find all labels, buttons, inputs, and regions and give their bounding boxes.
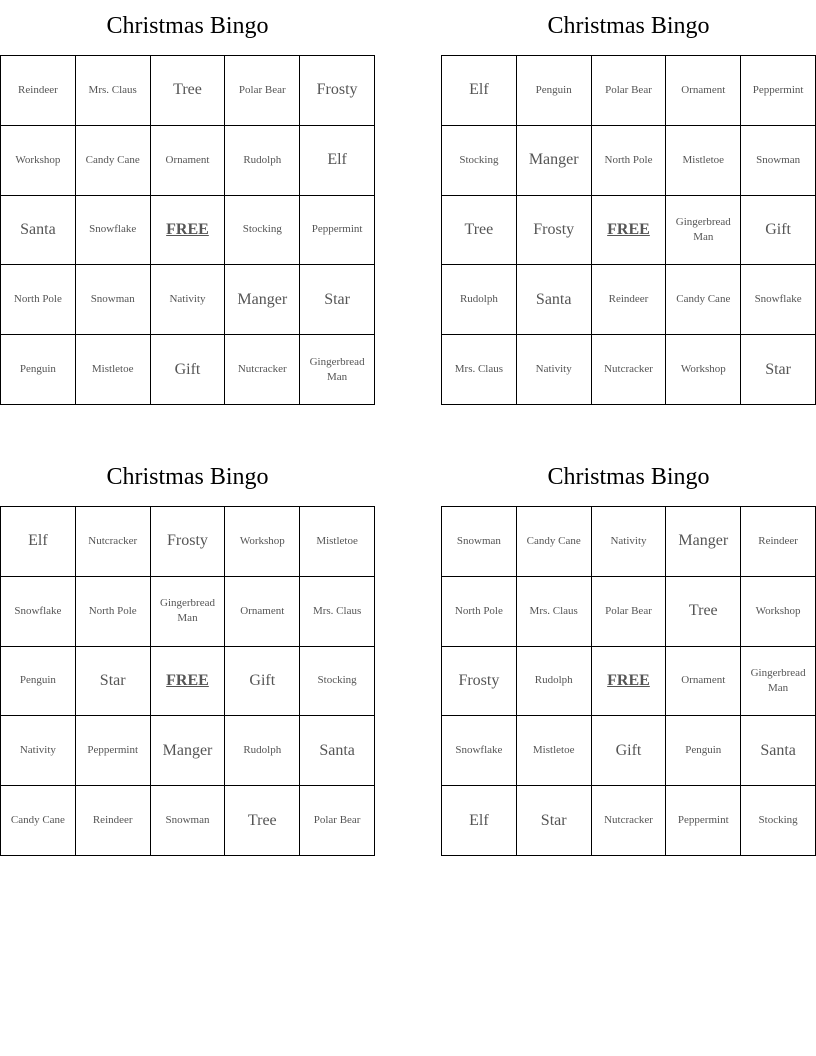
bingo-cell: Snowman — [741, 126, 816, 196]
bingo-cell: Star — [517, 786, 592, 856]
bingo-cell: Nutcracker — [76, 507, 151, 577]
bingo-cell: Polar Bear — [225, 56, 300, 126]
bingo-cell: Gift — [151, 335, 226, 405]
bingo-cell: North Pole — [1, 265, 76, 335]
bingo-cell: Reindeer — [741, 507, 816, 577]
bingo-cell: Workshop — [741, 577, 816, 647]
bingo-cell: Santa — [1, 196, 76, 266]
free-cell: FREE — [151, 647, 226, 717]
bingo-cell: Gingerbread Man — [300, 335, 375, 405]
bingo-cell: Gift — [225, 647, 300, 717]
bingo-cell: Penguin — [1, 335, 76, 405]
bingo-cell: Frosty — [300, 56, 375, 126]
bingo-cell: Frosty — [517, 196, 592, 266]
bingo-cell: Polar Bear — [300, 786, 375, 856]
bingo-cell: Snowflake — [741, 265, 816, 335]
bingo-cell: Tree — [151, 56, 226, 126]
bingo-cell: Mistletoe — [300, 507, 375, 577]
bingo-cell: Gingerbread Man — [666, 196, 741, 266]
bingo-cell: Ornament — [225, 577, 300, 647]
bingo-cell: Nativity — [517, 335, 592, 405]
bingo-cell: Star — [76, 647, 151, 717]
bingo-cell: Gingerbread Man — [741, 647, 816, 717]
bingo-cell: Santa — [517, 265, 592, 335]
bingo-cell: North Pole — [76, 577, 151, 647]
bingo-grid — [441, 55, 816, 405]
bingo-cell: Elf — [1, 507, 76, 577]
bingo-cell: Penguin — [517, 56, 592, 126]
free-cell: FREE — [151, 196, 226, 266]
free-cell: FREE — [592, 647, 667, 717]
bingo-cell: Nativity — [1, 716, 76, 786]
bingo-cell: Snowflake — [76, 196, 151, 266]
bingo-cell: Nutcracker — [592, 335, 667, 405]
free-cell: FREE — [592, 196, 667, 266]
bingo-cell: Candy Cane — [517, 507, 592, 577]
bingo-cell: Rudolph — [225, 716, 300, 786]
bingo-cell: Snowman — [76, 265, 151, 335]
bingo-cell: Elf — [442, 786, 517, 856]
bingo-grid — [441, 506, 816, 856]
bingo-cell: Reindeer — [592, 265, 667, 335]
bingo-cell: Candy Cane — [76, 126, 151, 196]
bingo-grid — [0, 55, 375, 405]
bingo-cell: Stocking — [225, 196, 300, 266]
bingo-cell: Manger — [517, 126, 592, 196]
bingo-cell: Polar Bear — [592, 577, 667, 647]
bingo-cell: Rudolph — [442, 265, 517, 335]
bingo-cell: Elf — [442, 56, 517, 126]
bingo-cell: Manger — [666, 507, 741, 577]
bingo-cell: Mrs. Claus — [442, 335, 517, 405]
bingo-cell: Peppermint — [300, 196, 375, 266]
bingo-cell: Reindeer — [1, 56, 76, 126]
bingo-cell: Santa — [741, 716, 816, 786]
bingo-cell: Candy Cane — [1, 786, 76, 856]
bingo-cell: Manger — [225, 265, 300, 335]
bingo-cell: Tree — [666, 577, 741, 647]
bingo-cell: Nativity — [151, 265, 226, 335]
card-title: Christmas Bingo — [106, 464, 269, 490]
bingo-cell: Elf — [300, 126, 375, 196]
card-title: Christmas Bingo — [106, 13, 269, 39]
bingo-cell: Manger — [151, 716, 226, 786]
bingo-cell: Rudolph — [225, 126, 300, 196]
bingo-cell: Frosty — [442, 647, 517, 717]
bingo-cell: Workshop — [1, 126, 76, 196]
bingo-cell: Star — [300, 265, 375, 335]
bingo-cell: Frosty — [151, 507, 226, 577]
bingo-cell: Penguin — [1, 647, 76, 717]
bingo-cell: Stocking — [741, 786, 816, 856]
bingo-cell: Stocking — [442, 126, 517, 196]
bingo-cell: Peppermint — [666, 786, 741, 856]
bingo-cell: North Pole — [442, 577, 517, 647]
bingo-cell: Nativity — [592, 507, 667, 577]
bingo-cell: Mistletoe — [76, 335, 151, 405]
bingo-cell: Workshop — [225, 507, 300, 577]
bingo-cell: Workshop — [666, 335, 741, 405]
bingo-cell: Rudolph — [517, 647, 592, 717]
bingo-cell: Gift — [741, 196, 816, 266]
bingo-cell: Mrs. Claus — [76, 56, 151, 126]
bingo-cell: Star — [741, 335, 816, 405]
bingo-cell: Snowman — [442, 507, 517, 577]
bingo-cell: Ornament — [151, 126, 226, 196]
card-title: Christmas Bingo — [547, 13, 710, 39]
bingo-cell: Mistletoe — [517, 716, 592, 786]
bingo-grid — [0, 506, 375, 856]
bingo-cell: Nutcracker — [225, 335, 300, 405]
bingo-cell: Ornament — [666, 647, 741, 717]
bingo-cell: Gingerbread Man — [151, 577, 226, 647]
bingo-cell: Tree — [442, 196, 517, 266]
bingo-cell: Mistletoe — [666, 126, 741, 196]
bingo-cell: Polar Bear — [592, 56, 667, 126]
bingo-cell: Nutcracker — [592, 786, 667, 856]
bingo-cell: Mrs. Claus — [300, 577, 375, 647]
bingo-cell: Tree — [225, 786, 300, 856]
card-title: Christmas Bingo — [547, 464, 710, 490]
bingo-cell: Gift — [592, 716, 667, 786]
bingo-cell: Santa — [300, 716, 375, 786]
bingo-cell: Peppermint — [741, 56, 816, 126]
bingo-cell: Snowflake — [442, 716, 517, 786]
bingo-cell: Reindeer — [76, 786, 151, 856]
bingo-cell: Snowflake — [1, 577, 76, 647]
bingo-cell: Mrs. Claus — [517, 577, 592, 647]
bingo-cell: Ornament — [666, 56, 741, 126]
bingo-cell: Stocking — [300, 647, 375, 717]
bingo-cell: Peppermint — [76, 716, 151, 786]
bingo-cell: Snowman — [151, 786, 226, 856]
bingo-cell: Candy Cane — [666, 265, 741, 335]
bingo-cell: Penguin — [666, 716, 741, 786]
bingo-cell: North Pole — [592, 126, 667, 196]
